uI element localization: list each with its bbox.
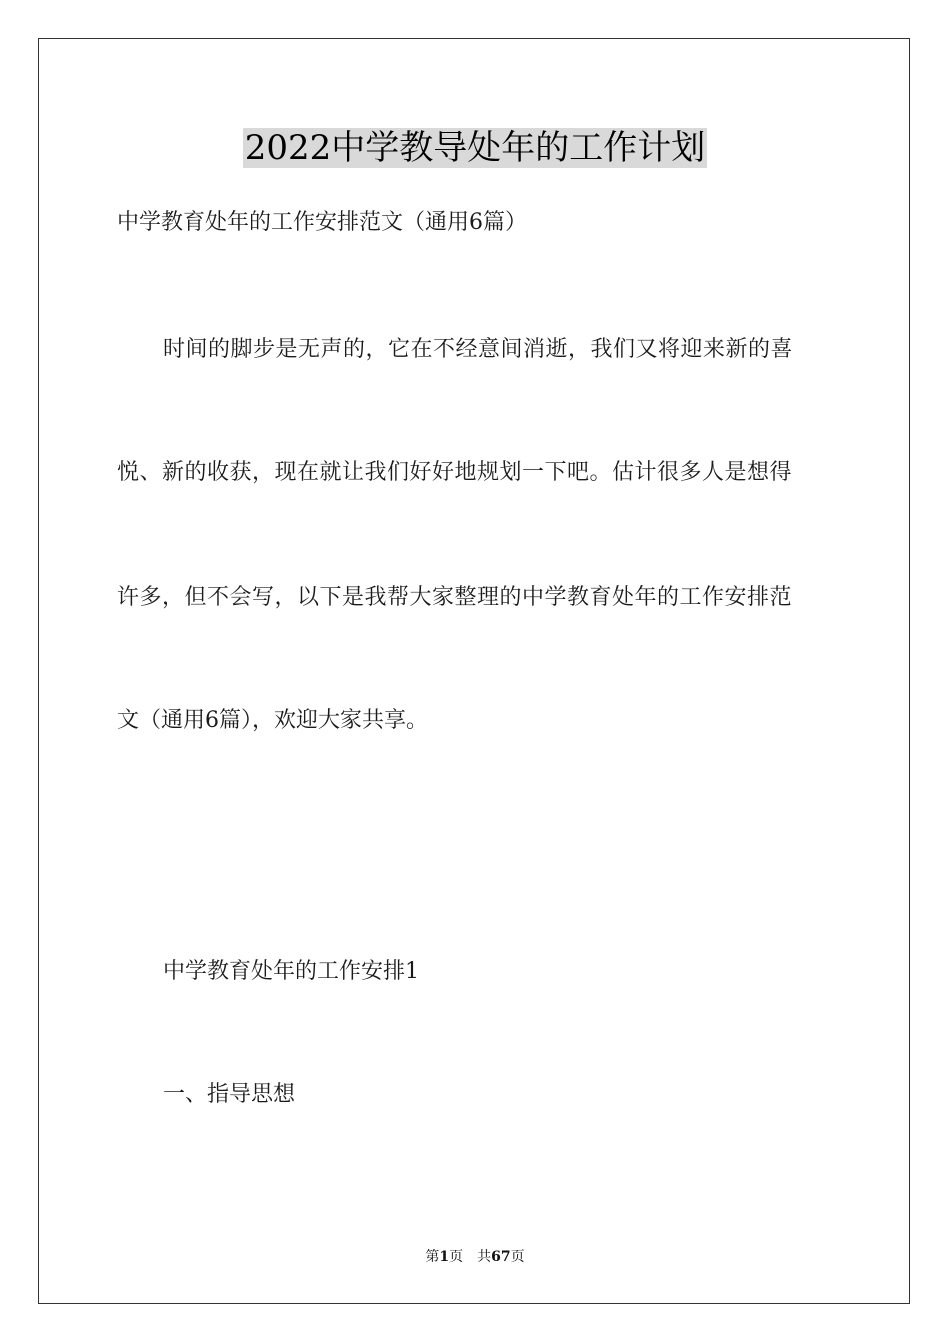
footer-page-suffix: 页	[449, 1249, 464, 1265]
section-heading: 中学教育处年的工作安排1	[163, 959, 419, 984]
intro-line-1: 时间的脚步是无声的，它在不经意间消逝，我们又将迎来新的喜	[163, 337, 794, 362]
footer-page-current: 1	[439, 1249, 450, 1265]
footer-page-prefix: 第	[425, 1249, 440, 1265]
intro-line-4: 文（通用6篇），欢迎大家共享。	[117, 708, 428, 733]
title-container	[0, 128, 950, 168]
footer-page-total: 67	[491, 1249, 511, 1265]
intro-line-2: 悦、新的收获，现在就让我们好好地规划一下吧。估计很多人是想得	[117, 460, 793, 485]
page-footer	[0, 1248, 950, 1266]
subsection-heading: 一、指导思想	[163, 1082, 296, 1107]
intro-line-3: 许多，但不会写，以下是我帮大家整理的中学教育处年的工作安排范	[117, 585, 793, 610]
document-title: 2022中学教导处年的工作计划	[244, 128, 706, 168]
footer-total-prefix: 共	[477, 1249, 492, 1265]
footer-total-suffix: 页	[510, 1249, 525, 1265]
document-subtitle: 中学教育处年的工作安排范文（通用6篇）	[117, 210, 527, 235]
